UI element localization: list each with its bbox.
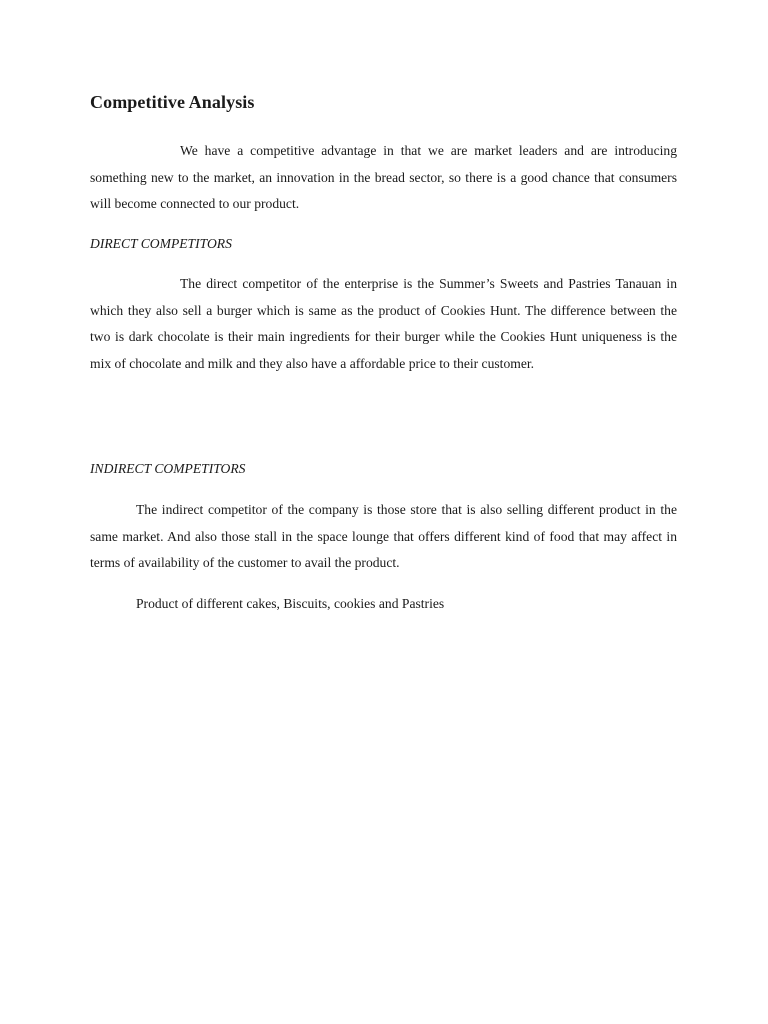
direct-competitors-heading: DIRECT COMPETITORS [90,236,232,251]
product-list-line: Product of different cakes, Biscuits, cookies and Pastries [136,596,445,611]
intro-paragraph: We have a competitive advantage in that we are market leaders and are introducing something new to the market, an innovation in the bread sector, so there is a good chance that consumers will become connected to our product. [90,143,677,211]
document-title: Competitive Analysis [90,92,255,112]
direct-competitors-paragraph: The direct competitor of the enterprise is the Summer’s Sweets and Pastries Tanauan in which they also sell a burger which is same as the product of Cookies Hunt. The difference between the two is dark chocolate is their main ingredients for their burger while the Cookies Hunt uniqueness is the mix of chocolate and milk and they also have a affordable price to their customer. [90,276,677,371]
indirect-competitors-paragraph: The indirect competitor of the company is those store that is also selling different product in the same market. And also those stall in the space lounge that offers different kind of food that may affect in terms of availability of the customer to avail the product. [90,502,677,570]
indirect-competitors-heading: INDIRECT COMPETITORS [90,461,246,476]
